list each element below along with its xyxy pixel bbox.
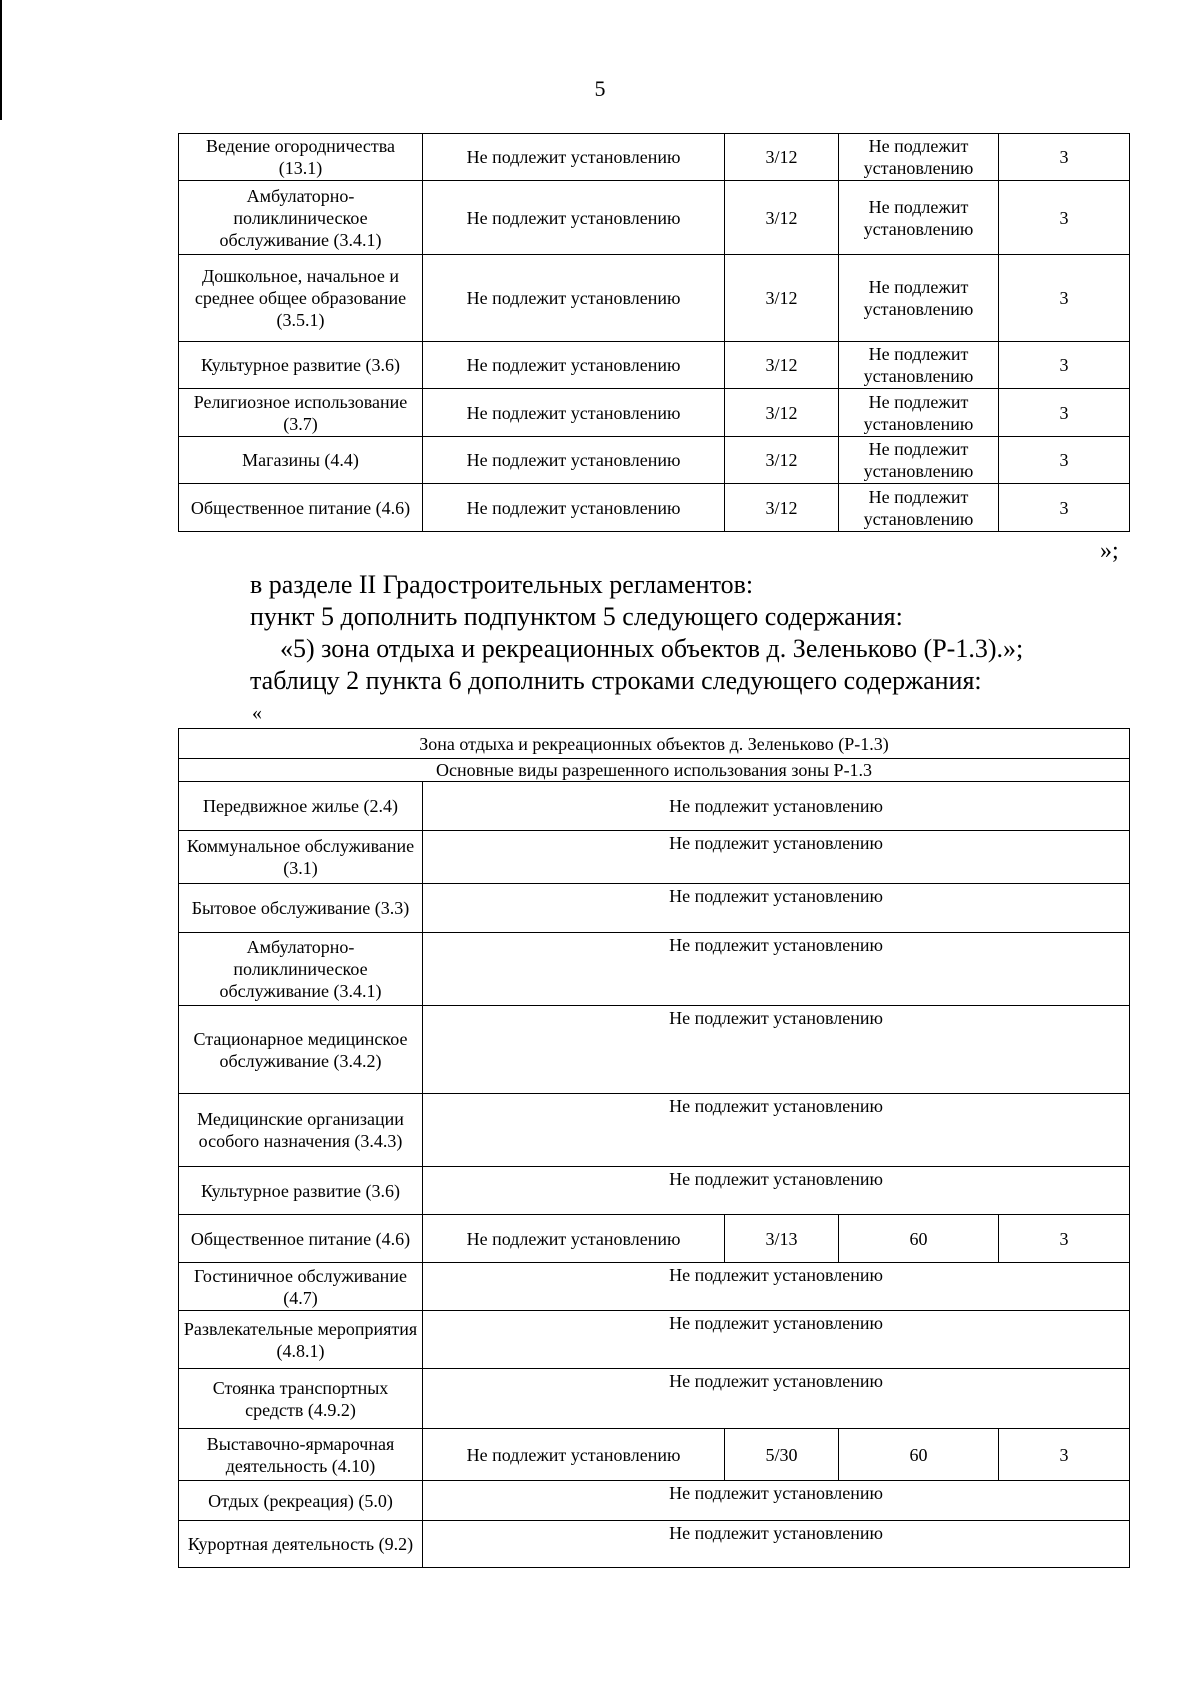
table-row <box>179 1521 1130 1568</box>
value-cell: 3/12 <box>725 255 839 342</box>
table-row <box>179 1006 1130 1094</box>
value-cell: 3 <box>999 181 1130 255</box>
table-row <box>179 1311 1130 1369</box>
use-name-cell: Амбулаторно-поликлиническое обслуживание (3.4.1) <box>179 181 423 255</box>
value-cell: 3/12 <box>725 134 839 181</box>
table-row <box>179 1369 1130 1429</box>
use-name-cell: Бытовое обслуживание (3.3) <box>179 884 423 933</box>
value-cell: Не подлежит установлению <box>423 255 725 342</box>
value-cell: 3/12 <box>725 181 839 255</box>
value-cell: Не подлежит установлению <box>423 1429 725 1481</box>
value-cell: 3/12 <box>725 484 839 532</box>
paragraph-subpoint-5: «5) зона отдыха и рекреационных объектов д. Зеленьково (Р-1.3).»; <box>280 634 1024 663</box>
value-cell: 3 <box>999 255 1130 342</box>
use-name-cell: Магазины (4.4) <box>179 437 423 484</box>
value-cell: Не подлежит установлению <box>423 342 725 389</box>
value-cell: Не подлежит установлению <box>423 831 1130 884</box>
value-cell: 3 <box>999 1429 1130 1481</box>
value-cell: Не подлежит установлению <box>423 389 725 437</box>
zone-title: Зона отдыха и рекреационных объектов д. Зеленьково (Р-1.3) <box>179 729 1130 759</box>
value-cell: Не подлежит установлению <box>839 437 999 484</box>
table-row <box>179 1215 1130 1263</box>
value-cell: 3/13 <box>725 1215 839 1263</box>
value-cell: Не подлежит установлению <box>423 1094 1130 1167</box>
value-cell: Не подлежит установлению <box>423 1167 1130 1215</box>
value-cell: Не подлежит установлению <box>839 484 999 532</box>
use-name-cell: Стоянка транспортных средств (4.9.2) <box>179 1369 423 1429</box>
value-cell: 3 <box>999 134 1130 181</box>
table-row <box>179 1481 1130 1521</box>
value-cell: Не подлежит установлению <box>839 255 999 342</box>
zone-subtitle: Основные виды разрешенного использования зоны Р-1.3 <box>179 759 1130 782</box>
use-name-cell: Культурное развитие (3.6) <box>179 1167 423 1215</box>
value-cell: 5/30 <box>725 1429 839 1481</box>
value-cell: Не подлежит установлению <box>423 1215 725 1263</box>
value-cell: 3/12 <box>725 437 839 484</box>
use-name-cell: Амбулаторно-поликлиническое обслуживание (3.4.1) <box>179 933 423 1006</box>
table-row <box>179 389 1130 437</box>
use-name-cell: Передвижное жилье (2.4) <box>179 782 423 831</box>
use-name-cell: Стационарное медицинское обслуживание (3.4.2) <box>179 1006 423 1094</box>
table-row <box>179 342 1130 389</box>
value-cell: 60 <box>839 1429 999 1481</box>
value-cell: Не подлежит установлению <box>423 134 725 181</box>
table-row <box>179 181 1130 255</box>
value-cell: 3 <box>999 389 1130 437</box>
value-cell: Не подлежит установлению <box>423 884 1130 933</box>
paragraph-point-5: пункт 5 дополнить подпунктом 5 следующего содержания: <box>250 602 903 631</box>
value-cell: Не подлежит установлению <box>423 1369 1130 1429</box>
table-row <box>179 1167 1130 1215</box>
paragraph-table-2: таблицу 2 пункта 6 дополнить строками следующего содержания: <box>250 666 982 695</box>
value-cell: Не подлежит установлению <box>423 437 725 484</box>
value-cell: 3 <box>999 484 1130 532</box>
table-row <box>179 484 1130 532</box>
table-row <box>179 831 1130 884</box>
value-cell: Не подлежит установлению <box>423 1006 1130 1094</box>
table-row <box>179 255 1130 342</box>
table-row <box>179 134 1130 181</box>
paragraph-section-ii: в разделе II Градостроительных регламентов: <box>250 570 754 599</box>
value-cell: Не подлежит установлению <box>839 342 999 389</box>
table-subtitle-row <box>179 759 1130 782</box>
value-cell: Не подлежит установлению <box>423 1521 1130 1568</box>
value-cell: Не подлежит установлению <box>423 484 725 532</box>
table-row <box>179 1094 1130 1167</box>
value-cell: Не подлежит установлению <box>423 782 1130 831</box>
table-row <box>179 437 1130 484</box>
use-name-cell: Курортная деятельность (9.2) <box>179 1521 423 1568</box>
value-cell: Не подлежит установлению <box>839 181 999 255</box>
use-name-cell: Коммунальное обслуживание (3.1) <box>179 831 423 884</box>
value-cell: 3 <box>999 437 1130 484</box>
use-name-cell: Отдых (рекреация) (5.0) <box>179 1481 423 1521</box>
land-use-table-zone-r13 <box>178 728 1130 1568</box>
use-name-cell: Развлекательные мероприятия (4.8.1) <box>179 1311 423 1369</box>
table-title-row <box>179 729 1130 759</box>
table-row <box>179 933 1130 1006</box>
value-cell: 3 <box>999 342 1130 389</box>
use-name-cell: Религиозное использование (3.7) <box>179 389 423 437</box>
table-row <box>179 1263 1130 1311</box>
use-name-cell: Культурное развитие (3.6) <box>179 342 423 389</box>
table-row <box>179 1429 1130 1481</box>
use-name-cell: Общественное питание (4.6) <box>179 484 423 532</box>
value-cell: Не подлежит установлению <box>839 389 999 437</box>
value-cell: Не подлежит установлению <box>423 1311 1130 1369</box>
page-number: 5 <box>594 76 606 101</box>
scan-edge-line <box>0 0 2 120</box>
table-row <box>179 782 1130 831</box>
table-row <box>179 884 1130 933</box>
closing-quote: »; <box>1100 538 1119 564</box>
use-name-cell: Медицинские организации особого назначения (3.4.3) <box>179 1094 423 1167</box>
value-cell: Не подлежит установлению <box>423 1481 1130 1521</box>
use-name-cell: Гостиничное обслуживание (4.7) <box>179 1263 423 1311</box>
value-cell: Не подлежит установлению <box>423 181 725 255</box>
value-cell: 3 <box>999 1215 1130 1263</box>
opening-quote: « <box>252 702 262 724</box>
value-cell: 60 <box>839 1215 999 1263</box>
value-cell: 3/12 <box>725 342 839 389</box>
use-name-cell: Общественное питание (4.6) <box>179 1215 423 1263</box>
use-name-cell: Выставочно-ярмарочная деятельность (4.10) <box>179 1429 423 1481</box>
value-cell: Не подлежит установлению <box>423 1263 1130 1311</box>
use-name-cell: Дошкольное, начальное и среднее общее образование (3.5.1) <box>179 255 423 342</box>
value-cell: Не подлежит установлению <box>423 933 1130 1006</box>
value-cell: Не подлежит установлению <box>839 134 999 181</box>
value-cell: 3/12 <box>725 389 839 437</box>
land-use-table-top <box>178 133 1130 532</box>
use-name-cell: Ведение огородничества (13.1) <box>179 134 423 181</box>
